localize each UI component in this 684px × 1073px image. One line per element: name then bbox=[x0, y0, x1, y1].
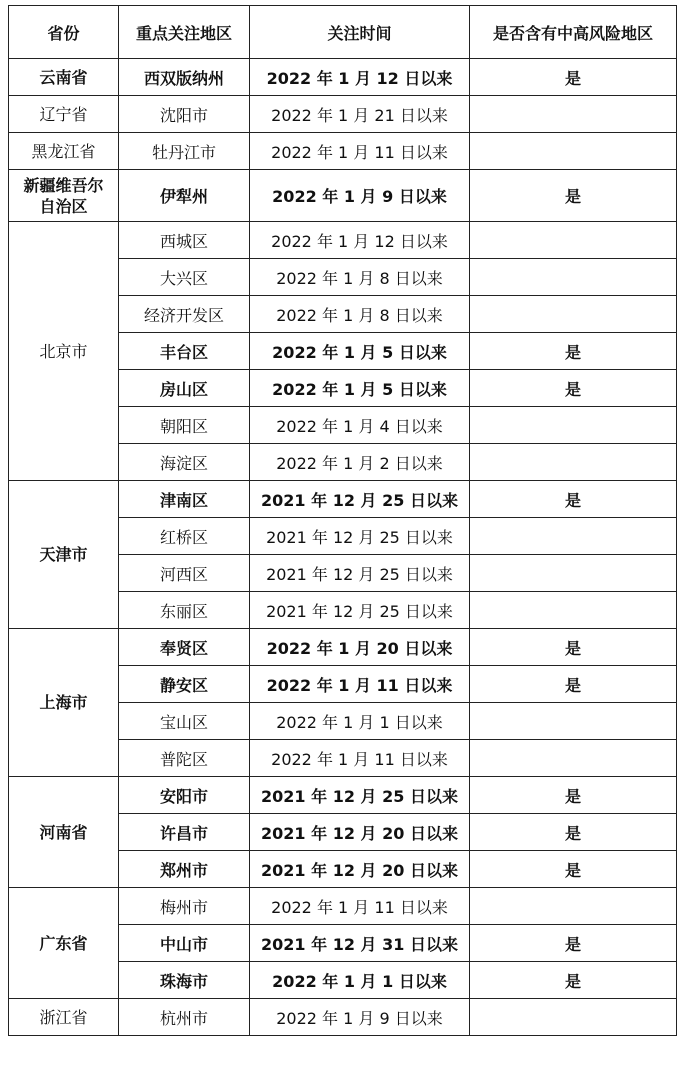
province-cell: 云南省 bbox=[9, 59, 119, 96]
area-cell: 牡丹江市 bbox=[119, 133, 250, 170]
table-row bbox=[9, 133, 677, 170]
time-cell: 2022 年 1 月 5 日以来 bbox=[250, 333, 470, 370]
risk-cell bbox=[470, 555, 677, 592]
time-cell: 2021 年 12 月 25 日以来 bbox=[250, 481, 470, 518]
area-cell: 中山市 bbox=[119, 925, 250, 962]
risk-cell: 是 bbox=[470, 666, 677, 703]
time-cell: 2022 年 1 月 11 日以来 bbox=[250, 133, 470, 170]
area-cell: 静安区 bbox=[119, 666, 250, 703]
risk-cell: 是 bbox=[470, 370, 677, 407]
time-cell: 2022 年 1 月 11 日以来 bbox=[250, 740, 470, 777]
area-cell: 房山区 bbox=[119, 370, 250, 407]
risk-cell bbox=[470, 296, 677, 333]
time-cell: 2021 年 12 月 25 日以来 bbox=[250, 777, 470, 814]
area-cell: 伊犁州 bbox=[119, 170, 250, 222]
risk-cell bbox=[470, 592, 677, 629]
province-cell: 上海市 bbox=[9, 629, 119, 777]
risk-cell bbox=[470, 444, 677, 481]
area-cell: 西城区 bbox=[119, 222, 250, 259]
time-cell: 2022 年 1 月 20 日以来 bbox=[250, 629, 470, 666]
area-cell: 河西区 bbox=[119, 555, 250, 592]
province-cell: 黑龙江省 bbox=[9, 133, 119, 170]
table-row bbox=[9, 777, 677, 814]
time-cell: 2022 年 1 月 11 日以来 bbox=[250, 888, 470, 925]
time-cell: 2022 年 1 月 8 日以来 bbox=[250, 259, 470, 296]
risk-cell: 是 bbox=[470, 851, 677, 888]
time-cell: 2022 年 1 月 11 日以来 bbox=[250, 666, 470, 703]
risk-cell: 是 bbox=[470, 777, 677, 814]
province-cell: 河南省 bbox=[9, 777, 119, 888]
table-row bbox=[9, 481, 677, 518]
table-row bbox=[9, 222, 677, 259]
risk-cell: 是 bbox=[470, 170, 677, 222]
province-cell: 新疆维吾尔自治区 bbox=[9, 170, 119, 222]
time-cell: 2022 年 1 月 9 日以来 bbox=[250, 999, 470, 1036]
area-cell: 宝山区 bbox=[119, 703, 250, 740]
table-row bbox=[9, 999, 677, 1036]
province-cell: 北京市 bbox=[9, 222, 119, 481]
area-cell: 奉贤区 bbox=[119, 629, 250, 666]
province-cell: 广东省 bbox=[9, 888, 119, 999]
area-cell: 津南区 bbox=[119, 481, 250, 518]
time-cell: 2021 年 12 月 31 日以来 bbox=[250, 925, 470, 962]
time-cell: 2022 年 1 月 2 日以来 bbox=[250, 444, 470, 481]
table-row bbox=[9, 888, 677, 925]
risk-cell: 是 bbox=[470, 629, 677, 666]
time-cell: 2021 年 12 月 25 日以来 bbox=[250, 518, 470, 555]
area-cell: 沈阳市 bbox=[119, 96, 250, 133]
risk-cell: 是 bbox=[470, 925, 677, 962]
time-cell: 2022 年 1 月 1 日以来 bbox=[250, 962, 470, 999]
area-cell: 普陀区 bbox=[119, 740, 250, 777]
time-cell: 2022 年 1 月 9 日以来 bbox=[250, 170, 470, 222]
time-cell: 2021 年 12 月 25 日以来 bbox=[250, 592, 470, 629]
table-header-row bbox=[9, 6, 677, 59]
risk-cell bbox=[470, 518, 677, 555]
risk-cell: 是 bbox=[470, 59, 677, 96]
table-row bbox=[9, 170, 677, 222]
area-cell: 朝阳区 bbox=[119, 407, 250, 444]
time-cell: 2022 年 1 月 8 日以来 bbox=[250, 296, 470, 333]
header-time: 关注时间 bbox=[250, 6, 470, 59]
area-cell: 海淀区 bbox=[119, 444, 250, 481]
area-cell: 东丽区 bbox=[119, 592, 250, 629]
area-cell: 郑州市 bbox=[119, 851, 250, 888]
risk-cell bbox=[470, 703, 677, 740]
area-cell: 丰台区 bbox=[119, 333, 250, 370]
time-cell: 2022 年 1 月 12 日以来 bbox=[250, 222, 470, 259]
header-province: 省份 bbox=[9, 6, 119, 59]
area-cell: 许昌市 bbox=[119, 814, 250, 851]
risk-cell: 是 bbox=[470, 814, 677, 851]
table-row bbox=[9, 59, 677, 96]
time-cell: 2022 年 1 月 1 日以来 bbox=[250, 703, 470, 740]
area-cell: 大兴区 bbox=[119, 259, 250, 296]
time-cell: 2021 年 12 月 25 日以来 bbox=[250, 555, 470, 592]
risk-cell bbox=[470, 740, 677, 777]
area-cell: 梅州市 bbox=[119, 888, 250, 925]
risk-cell: 是 bbox=[470, 962, 677, 999]
area-cell: 红桥区 bbox=[119, 518, 250, 555]
risk-cell bbox=[470, 999, 677, 1036]
risk-areas-table bbox=[8, 5, 677, 1036]
risk-cell bbox=[470, 96, 677, 133]
header-risk: 是否含有中高风险地区 bbox=[470, 6, 677, 59]
risk-cell bbox=[470, 133, 677, 170]
risk-cell bbox=[470, 407, 677, 444]
province-cell: 浙江省 bbox=[9, 999, 119, 1036]
risk-cell: 是 bbox=[470, 333, 677, 370]
area-cell: 安阳市 bbox=[119, 777, 250, 814]
risk-cell: 是 bbox=[470, 481, 677, 518]
time-cell: 2021 年 12 月 20 日以来 bbox=[250, 851, 470, 888]
province-cell: 辽宁省 bbox=[9, 96, 119, 133]
time-cell: 2021 年 12 月 20 日以来 bbox=[250, 814, 470, 851]
province-cell: 天津市 bbox=[9, 481, 119, 629]
time-cell: 2022 年 1 月 5 日以来 bbox=[250, 370, 470, 407]
time-cell: 2022 年 1 月 12 日以来 bbox=[250, 59, 470, 96]
table-row bbox=[9, 629, 677, 666]
area-cell: 经济开发区 bbox=[119, 296, 250, 333]
area-cell: 珠海市 bbox=[119, 962, 250, 999]
header-key-area: 重点关注地区 bbox=[119, 6, 250, 59]
time-cell: 2022 年 1 月 21 日以来 bbox=[250, 96, 470, 133]
risk-cell bbox=[470, 259, 677, 296]
risk-cell bbox=[470, 888, 677, 925]
area-cell: 西双版纳州 bbox=[119, 59, 250, 96]
table-row bbox=[9, 96, 677, 133]
risk-cell bbox=[470, 222, 677, 259]
area-cell: 杭州市 bbox=[119, 999, 250, 1036]
time-cell: 2022 年 1 月 4 日以来 bbox=[250, 407, 470, 444]
